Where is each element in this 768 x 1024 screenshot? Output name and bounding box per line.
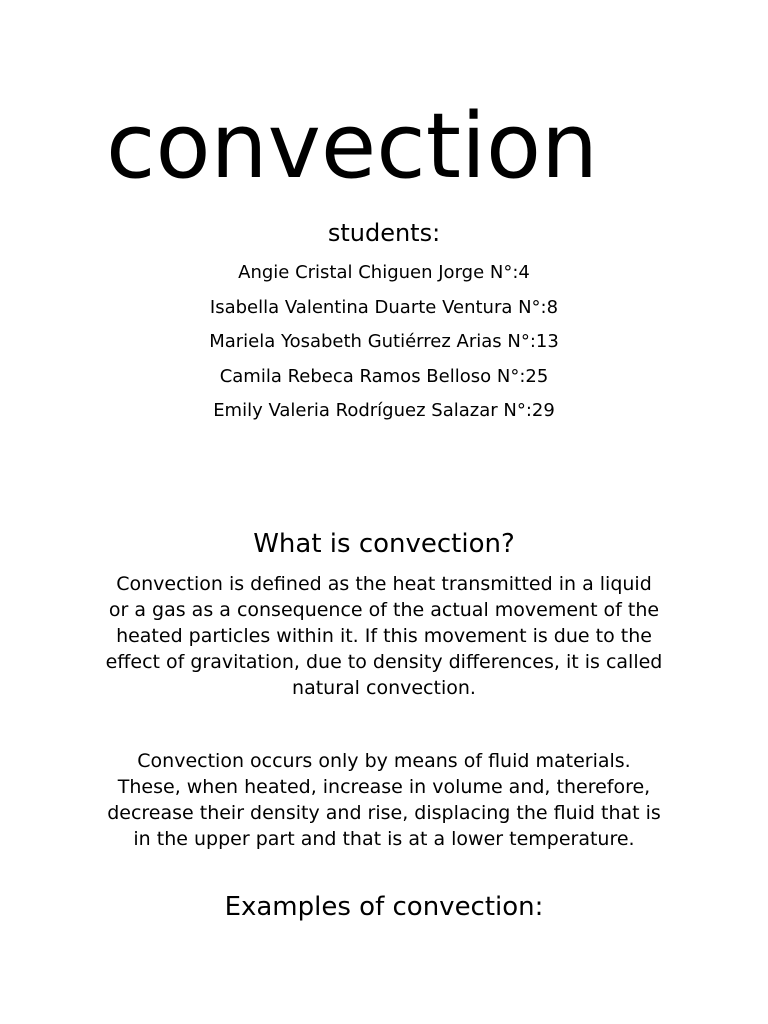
what-is-convection-heading: What is convection?	[253, 529, 515, 559]
student-list	[0, 258, 768, 431]
students-heading: students:	[327, 219, 441, 247]
student-name: Camila Rebeca Ramos Belloso N°:25	[219, 365, 549, 387]
document-title: convection	[106, 94, 599, 199]
student-name: Mariela Yosabeth Gutiérrez Arias N°:13	[209, 331, 559, 352]
definition-paragraph: Convection is defined as the heat transmitted in a liquid or a gas as a consequence of the actual movement of the heated particles within it. If this movement is due to the effect of gravitation, due to density differences, it is called natural convection.	[105, 573, 663, 699]
fluid-paragraph: Convection occurs only by means of fluid materials. These, when heated, increase in volume and, therefore, decrease their density and rise, displacing the fluid that is in the upper part and that is at a lower temperature.	[107, 750, 661, 850]
student-name: Isabella Valentina Duarte Ventura N°:8	[209, 296, 559, 318]
examples-heading: Examples of convection:	[224, 892, 544, 922]
student-name: Emily Valeria Rodríguez Salazar N°:29	[213, 400, 555, 421]
student-name: Angie Cristal Chiguen Jorge N°:4	[238, 262, 530, 283]
